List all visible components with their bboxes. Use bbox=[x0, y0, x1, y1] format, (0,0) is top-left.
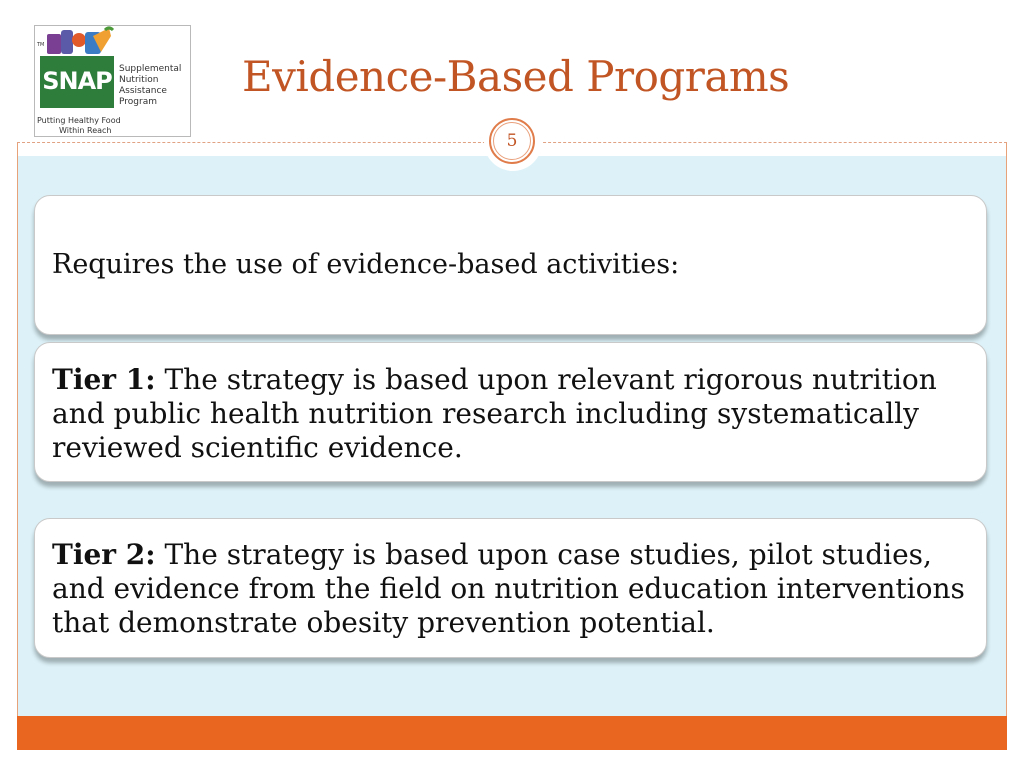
intro-text: Requires the use of evidence-based activities: bbox=[52, 249, 680, 280]
logo-tagline-2: Within Reach bbox=[59, 126, 112, 135]
milk-carton-icon bbox=[61, 30, 73, 54]
snap-logo bbox=[34, 25, 191, 137]
slide-number: 5 bbox=[506, 131, 518, 151]
snap-wordmark: SNAP bbox=[42, 67, 112, 95]
page-title: Evidence-Based Programs bbox=[242, 52, 790, 101]
tier1-label: Tier 1: bbox=[52, 363, 156, 396]
tier1-box bbox=[34, 342, 987, 482]
intro-box bbox=[34, 195, 987, 335]
trademark-text: TM bbox=[37, 42, 45, 48]
food-bag-icon bbox=[47, 34, 61, 54]
logo-name-line-3: Assistance bbox=[119, 86, 167, 96]
logo-name-line-4: Program bbox=[119, 97, 157, 107]
logo-tagline-1: Putting Healthy Food bbox=[37, 116, 121, 125]
logo-name-line-2: Nutrition bbox=[119, 75, 159, 85]
tier1-text: The strategy is based upon relevant rigorous nutrition and public health nutrition research including systematically reviewed scientific evidence. bbox=[52, 363, 937, 464]
logo-name-line-1: Supplemental bbox=[119, 64, 182, 74]
footer-bar bbox=[17, 716, 1007, 750]
apple-icon bbox=[72, 33, 86, 47]
tier2-label: Tier 2: bbox=[52, 538, 156, 571]
snap-logo-graphic bbox=[35, 26, 190, 136]
slide-number-badge bbox=[489, 118, 535, 164]
tier2-text: The strategy is based upon case studies, pilot studies, and evidence from the field on nutrition education interventions that demonstrate obesity prevention potential. bbox=[52, 538, 965, 639]
tier2-box bbox=[34, 518, 987, 658]
